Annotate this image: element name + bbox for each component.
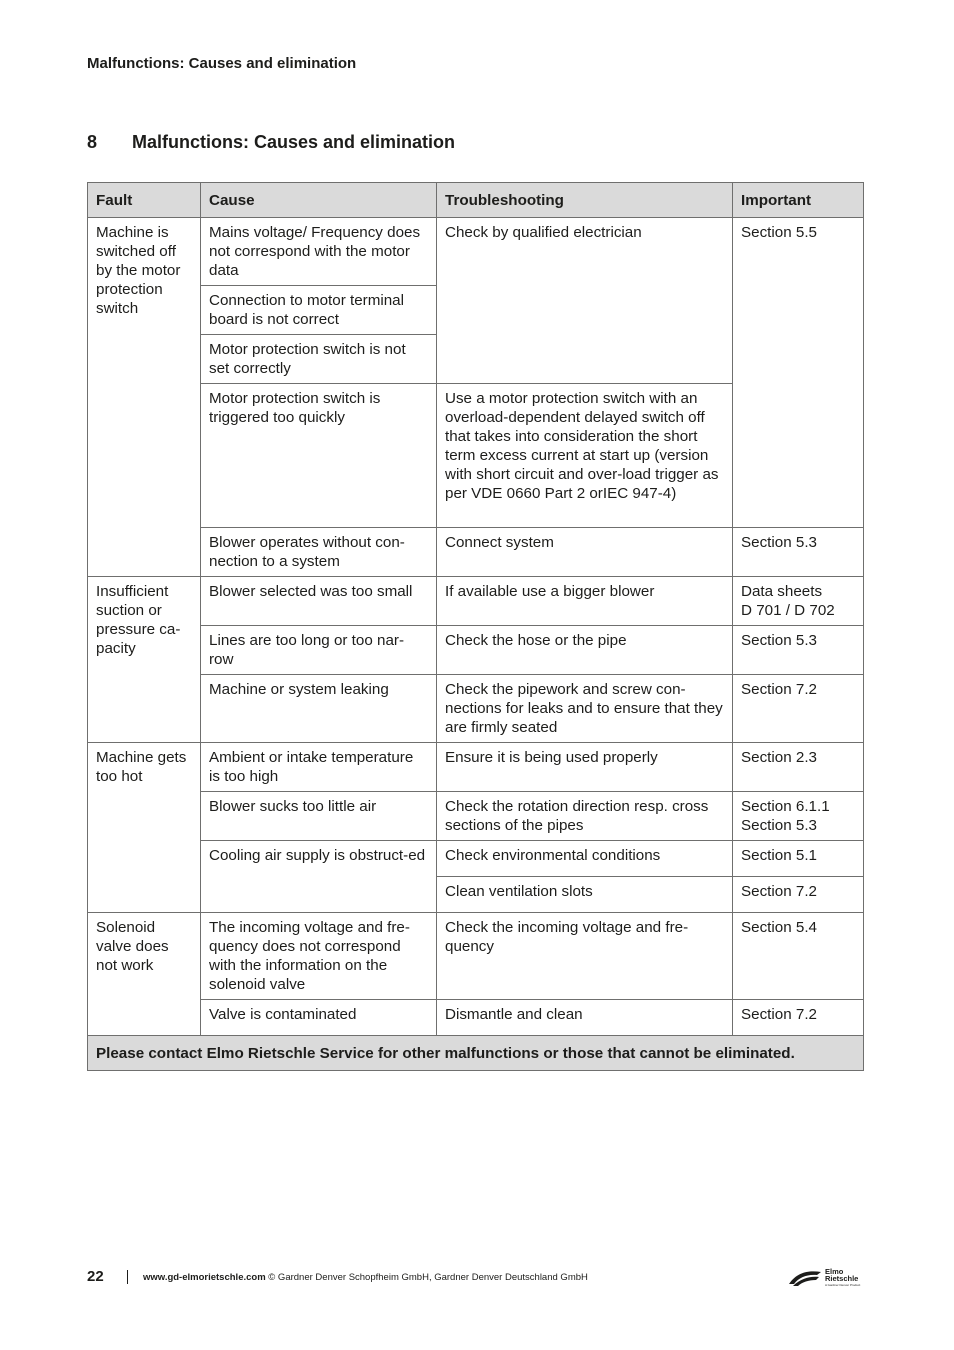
table-row <box>88 528 864 577</box>
troubleshooting-cell: Ensure it is being used properly <box>437 743 733 792</box>
troubleshooting-cell: Connect system <box>437 528 733 577</box>
troubleshooting-cell: Check the pipework and screw con-nections for leaks and to ensure that they are firmly seated <box>437 675 733 743</box>
troubleshooting-cell: Use a motor protection switch with an overload-dependent delayed switch off that takes into consideration the short term excess current at start up (version with short circuit and over-load trigger as per VDE 0660 Part 2 orIEC 947-4) <box>437 384 733 528</box>
important-line: Section 6.1.1 <box>741 798 830 815</box>
table-row <box>88 577 864 626</box>
important-line: D 701 / D 702 <box>741 602 835 619</box>
fault-cell: Solenoid valve does not work <box>88 913 201 1036</box>
footer-text <box>143 1272 588 1283</box>
section-number: 8 <box>87 132 98 152</box>
cause-cell: Valve is contaminated <box>201 1000 437 1036</box>
cause-cell: The incoming voltage and fre-quency does not correspond with the information on the solenoid valve <box>201 913 437 1000</box>
svg-text:Elmo: Elmo <box>825 1267 844 1276</box>
troubleshooting-cell: Clean ventilation slots <box>437 877 733 913</box>
elmo-rietschle-logo <box>787 1266 867 1290</box>
page-number: 22 <box>87 1268 104 1285</box>
important-cell: Section 5.5 <box>733 218 864 528</box>
important-line: Section 5.3 <box>741 817 817 834</box>
cause-cell: Blower selected was too small <box>201 577 437 626</box>
table-note-row <box>88 1036 864 1071</box>
important-cell: Section 2.3 <box>733 743 864 792</box>
table-row <box>88 743 864 792</box>
cause-cell: Cooling air supply is obstruct-ed <box>201 841 437 913</box>
troubleshooting-cell: Check the incoming voltage and fre-quency <box>437 913 733 1000</box>
column-header-important: Important <box>733 183 864 218</box>
fault-cell: Machine gets too hot <box>88 743 201 913</box>
troubleshooting-cell: If available use a bigger blower <box>437 577 733 626</box>
fault-cell: Machine is switched off by the motor protection switch <box>88 218 201 577</box>
malfunctions-table <box>87 182 864 1071</box>
table-row <box>88 675 864 743</box>
table-row <box>88 218 864 286</box>
important-cell: Section 5.3 <box>733 528 864 577</box>
cause-cell: Motor protection switch is not set correctly <box>201 335 437 384</box>
cause-cell: Mains voltage/ Frequency does not correspond with the motor data <box>201 218 437 286</box>
important-cell: Section 5.4 <box>733 913 864 1000</box>
troubleshooting-cell: Check environmental conditions <box>437 841 733 877</box>
fault-cell: Insufficient suction or pressure ca-pacity <box>88 577 201 743</box>
important-cell: Section 5.3 <box>733 626 864 675</box>
cause-cell: Blower operates without con-nection to a system <box>201 528 437 577</box>
column-header-troubleshooting: Troubleshooting <box>437 183 733 218</box>
cause-cell: Blower sucks too little air <box>201 792 437 841</box>
svg-text:A Gardner Denver Product: A Gardner Denver Product <box>825 1283 861 1287</box>
important-cell: Section 7.2 <box>733 675 864 743</box>
troubleshooting-cell: Dismantle and clean <box>437 1000 733 1036</box>
section-title: Malfunctions: Causes and elimination <box>132 132 456 152</box>
troubleshooting-cell: Check by qualified electrician <box>437 218 733 384</box>
cause-cell: Machine or system leaking <box>201 675 437 743</box>
svg-text:Rietschle: Rietschle <box>825 1274 859 1283</box>
important-cell: Section 7.2 <box>733 877 864 913</box>
important-cell: Section 5.1 <box>733 841 864 877</box>
column-header-fault: Fault <box>88 183 201 218</box>
table-row <box>88 913 864 1000</box>
cause-cell: Motor protection switch is triggered too quickly <box>201 384 437 528</box>
service-note: Please contact Elmo Rietschle Service for other malfunctions or those that cannot be eliminated. <box>88 1036 864 1071</box>
table-header-row <box>88 183 864 218</box>
website-url: www.gd-elmorietschle.com <box>143 1272 266 1283</box>
important-cell <box>733 577 864 626</box>
important-line: Data sheets <box>741 583 823 600</box>
page-footer <box>87 1268 863 1290</box>
cause-cell: Lines are too long or too nar-row <box>201 626 437 675</box>
running-head: Malfunctions: Causes and elimination <box>87 55 357 72</box>
table-row <box>88 792 864 841</box>
section-heading <box>87 132 455 153</box>
important-cell: Section 7.2 <box>733 1000 864 1036</box>
troubleshooting-cell: Check the rotation direction resp. cross sections of the pipes <box>437 792 733 841</box>
column-header-cause: Cause <box>201 183 437 218</box>
copyright-text: © Gardner Denver Schopfheim GmbH, Gardner Denver Deutschland GmbH <box>265 1272 588 1283</box>
table-row <box>88 1000 864 1036</box>
footer-divider <box>127 1270 128 1284</box>
important-cell <box>733 792 864 841</box>
table-row <box>88 841 864 877</box>
cause-cell: Ambient or intake temperature is too high <box>201 743 437 792</box>
troubleshooting-cell: Check the hose or the pipe <box>437 626 733 675</box>
table-row <box>88 626 864 675</box>
cause-cell: Connection to motor terminal board is not correct <box>201 286 437 335</box>
